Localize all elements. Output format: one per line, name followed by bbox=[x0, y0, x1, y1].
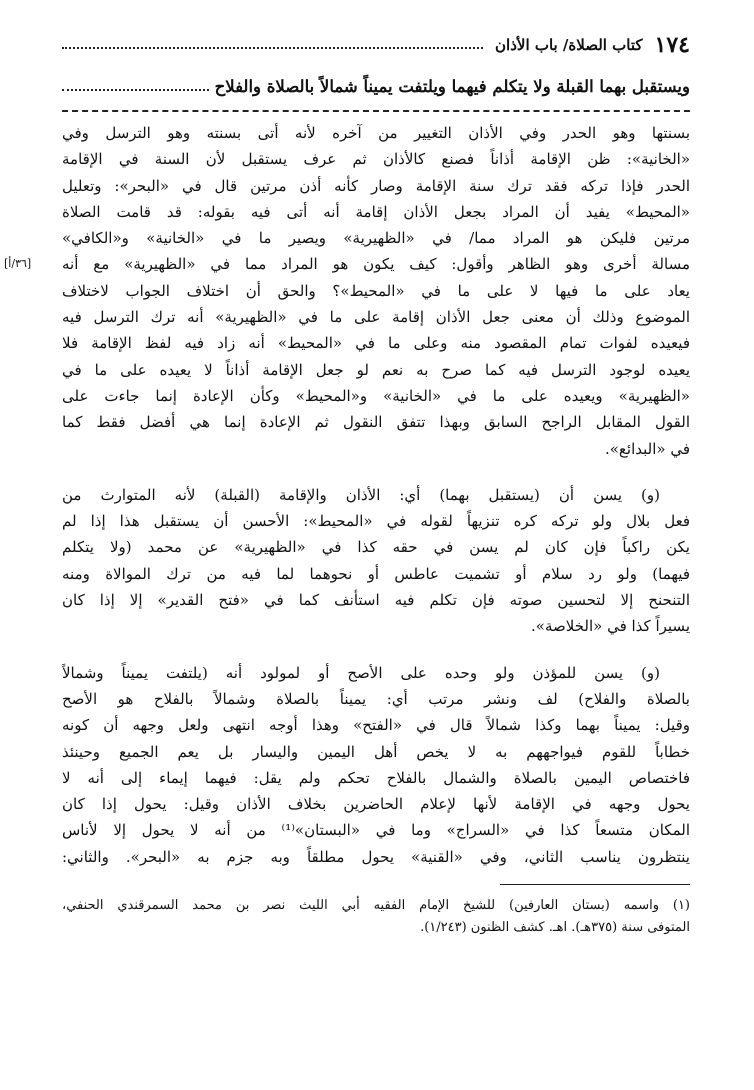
paragraph3-line: وقيل: يميناً بهما وكذا شمالاً قال في «الفتح» وهذا أوجه انتهى ولعل وجهه أن كونه bbox=[62, 716, 690, 735]
paragraph-1 bbox=[4, 120, 690, 462]
paragraph1-line: مرتين فليكن هو المراد مما/ في «الظهيرية» ويصير ما في «الخانية» و«الكافي» bbox=[62, 229, 690, 248]
topic-leader-dots bbox=[62, 89, 209, 91]
paragraph-gap bbox=[62, 462, 690, 474]
paragraph1-line: «الظهيرية» ويعيده على ما في «الخانية» و«المحيط» وكأن الإعادة إنما جاءت على bbox=[62, 386, 690, 405]
paragraph2-line: التنحنح إلا لتحسين صوته فإن تكلم فيه استأنف كما في «فتح القدير» إلا إذا كان bbox=[62, 591, 690, 610]
paragraph1-line: مسالة أخرى وهو الظاهر وأقول: كيف يكون هو المراد مما في «الظهيرية» مع أنه bbox=[62, 255, 690, 274]
footnote-rule bbox=[500, 884, 690, 885]
paragraph1-line: «المحيط» يفيد أن المراد بجعل الأذان إقامة أنه أتى فيه بقوله: قد قامت الصلاة bbox=[62, 202, 690, 221]
paragraph2-line: يكن راكباً فإن كان لم يسن في حقه كذا في «الظهيرية» عن محمد (ولا يتكلم bbox=[62, 538, 690, 557]
book-page bbox=[4, 30, 690, 939]
footnote bbox=[62, 895, 690, 939]
paragraph1-line: في «البدائع». bbox=[604, 439, 690, 458]
heading-divider bbox=[62, 110, 690, 112]
folio-margin-note: [٣٦/أ] bbox=[4, 257, 32, 270]
paragraph2-line: (و) يسن أن (يستقبل بهما) أي: الأذان والإقامة (القبلة) لأنه المتوارث من bbox=[62, 485, 660, 504]
running-title: كتاب الصلاة/ باب الأذان bbox=[495, 36, 643, 54]
paragraph1-line: بسنتها وهو الحدر وفي الأذان التغيير من آخره لأنه أتى بسنته وهو الترسل وفي bbox=[62, 124, 690, 142]
paragraph1-line: الموضوع وذلك أن معنى جعل الأذان إقامة على ما في «الظهيرية» أنه ترك الترسل فيه bbox=[62, 308, 690, 327]
footnote-line: (١) واسمه (بستان العارفين) للشيخ الإمام الفقيه أبي الليث نصر بن محمد السمرقندي الحنفي، bbox=[62, 898, 690, 914]
paragraph2-line: فيهما) ولو رد سلام أو تشميت عاطس أو نحوهما لما فيه من ترك الموالاة ومنه bbox=[62, 564, 690, 583]
paragraph1-line: يعاد على ما فيها لا على ما في «المحيط»؟ والحق أن اختلاف الجواب لاختلاف bbox=[62, 281, 690, 300]
paragraph3-line: المكان متسعاً كذا في «السراج» وما في «البستان»⁽¹⁾ من أنه لا يحول إلا لأناس bbox=[62, 821, 690, 840]
page-number: ١٧٤ bbox=[654, 32, 690, 58]
header-leader-dots bbox=[62, 47, 483, 49]
paragraph3-line: خطاباً للقوم فيواجههم به لا يخص أهل اليمين واليسار بل يعم الجميع وحينئذ bbox=[62, 742, 690, 761]
paragraph-3 bbox=[62, 660, 690, 870]
paragraph2-line: يسيراً كذا في «الخلاصة». bbox=[531, 617, 690, 636]
paragraph3-line: فاختصاص اليمين بالصلاة والشمال بالفلاح تحكم ولم يقل: فيهما إيماء إلى أنه لا bbox=[62, 768, 690, 787]
paragraph1-line: «الخانية»: ظن الإقامة أذاناً فصنع كالأذان ثم عرف يستقبل لأن السنة في الإقامة bbox=[62, 150, 690, 169]
paragraph-gap bbox=[62, 640, 690, 652]
paragraph1-line: القول المقابل الراجح السابق وبهذا تتفق النقول ثم الإعادة إنما هي أفضل فقط كما bbox=[62, 413, 690, 432]
topic-heading bbox=[62, 72, 690, 100]
paragraph3-line: ينتظرون يناسب الثاني، وفي «القنية» يحول مطلقاً وبه جزم به «البحر». والثاني: bbox=[62, 847, 690, 866]
paragraph1-line: فيعيده لفوات تمام المقصود منه وعلى ما في «المحيط» أنه زاد فيه لفظ الإقامة فلا bbox=[62, 334, 690, 353]
topic-text: ويستقبل بهما القبلة ولا يتكلم فيهما ويلتفت يميناً شمالاً بالصلاة والفلاح bbox=[214, 76, 690, 96]
paragraph-2 bbox=[62, 482, 690, 640]
paragraph2-line: فعل بلال ولو تركه كره تنزيهاً لقوله في «المحيط»: الأحسن أن يستقبل هذا إذا لم bbox=[62, 512, 690, 531]
paragraph3-line: (و) يسن للمؤذن ولو وحده على الأصح أو لمولود أنه (يلتفت يميناً وشمالاً bbox=[62, 663, 660, 682]
paragraph3-line: بالصلاة والفلاح) لف ونشر مرتب أي: يميناً بالصلاة وشمالاً بالفلاح هو الأصح bbox=[62, 689, 690, 708]
paragraph1-line: يعيده لوجود الترسل فيه كما صرح به نعم لو جعل الإقامة أذاناً لا يعيده على ما في bbox=[62, 360, 690, 379]
footnote-line: المتوفى سنة (٣٧٥هـ). اهـ. كشف الظنون (١/٢٤٣). bbox=[420, 920, 690, 936]
paragraph3-line: يحول وجهه في الإقامة لأنها لإعلام الحاضرين بخلاف الأذان وقيل: يحول إذا كان bbox=[62, 795, 690, 814]
paragraph1-line: الحدر فإذا تركه فقد ترك سنة الإقامة وصار كأنه أذن مرتين قال في «البحر»: وتعليل bbox=[62, 176, 690, 195]
page-header bbox=[62, 30, 690, 60]
